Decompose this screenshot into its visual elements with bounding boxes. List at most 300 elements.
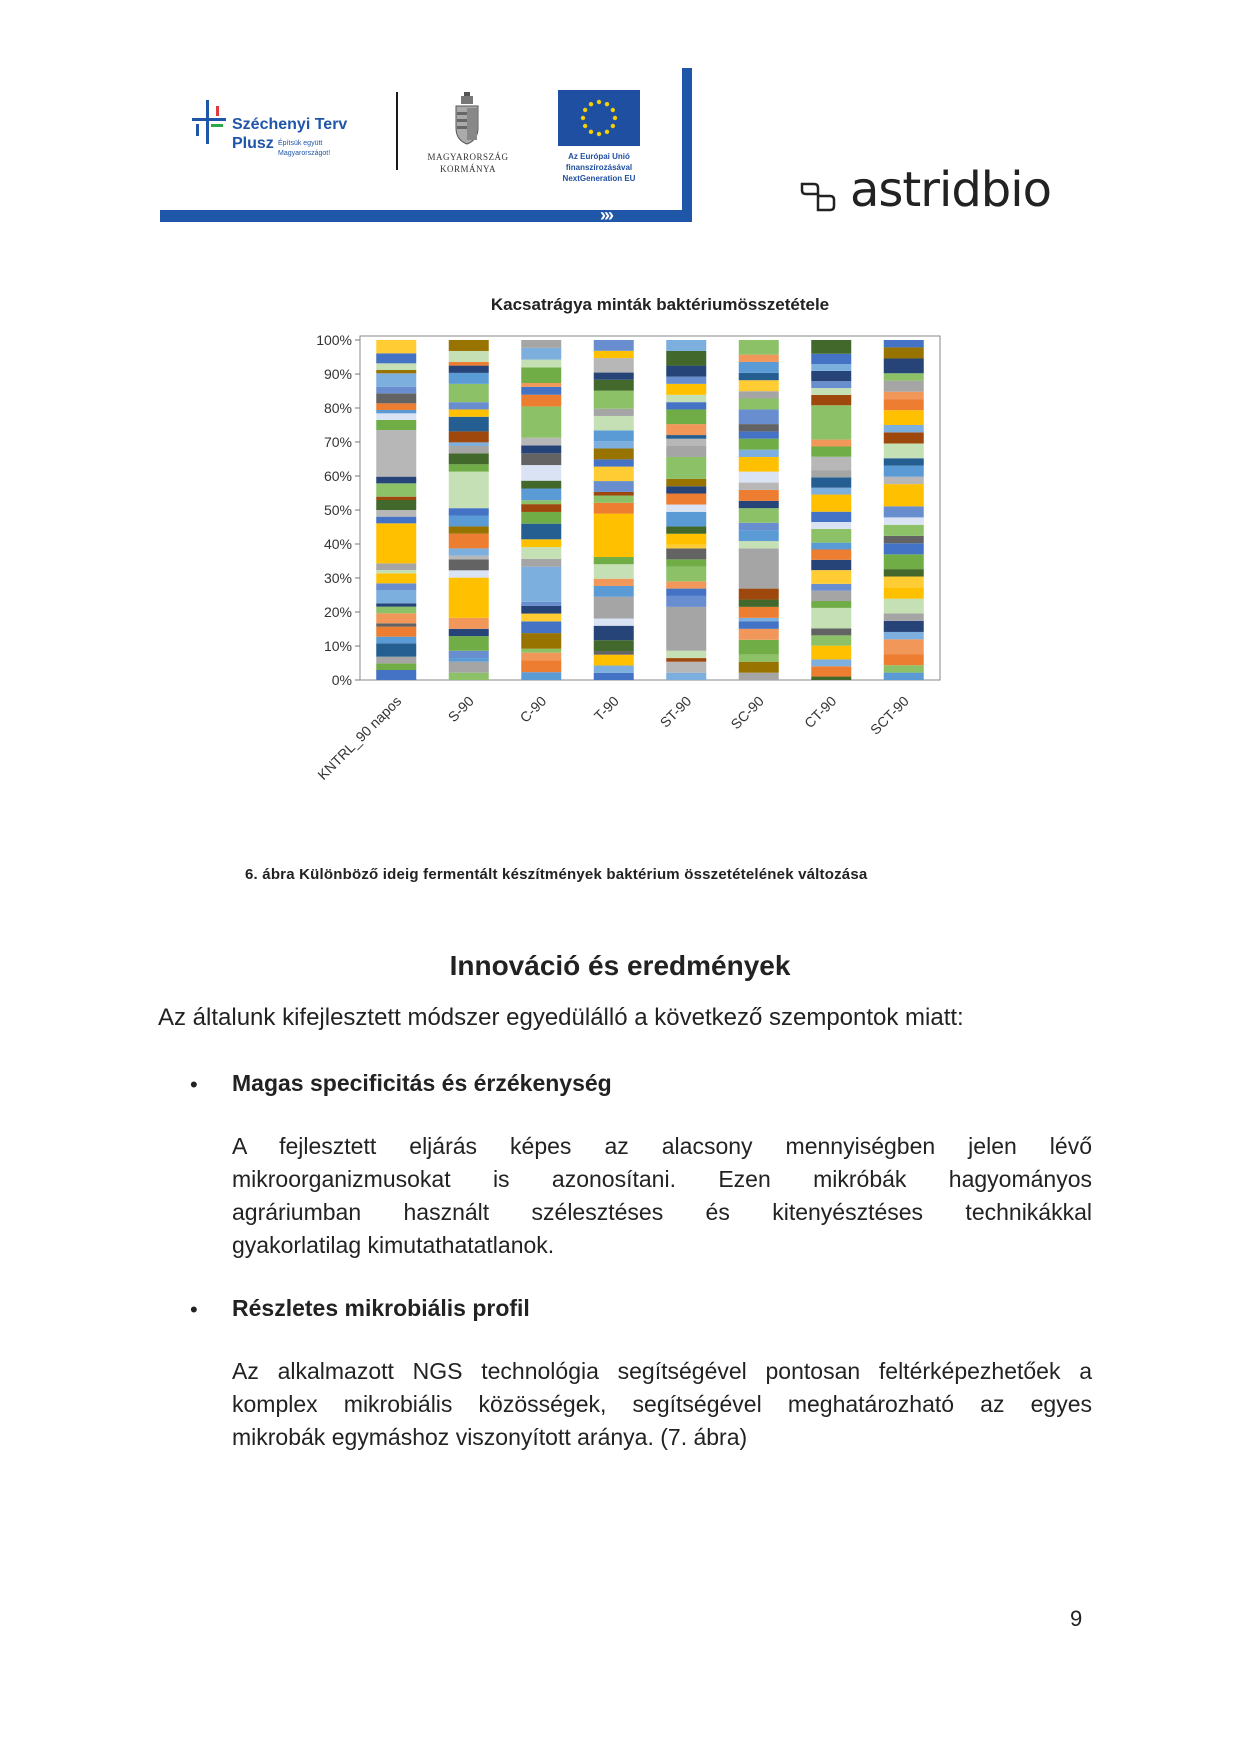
bar-segment [739,629,779,640]
bar-segment [884,543,924,554]
bar-segment [884,358,924,373]
bar-segment [811,646,851,660]
bar-segment [666,479,706,486]
bar-segment [449,508,489,515]
hungarian-coat-of-arms-icon [452,92,482,146]
bar-segment [811,659,851,666]
government-line-1: MAGYARORSZÁG [427,152,509,162]
bar-segment [449,636,489,651]
bar-segment [521,406,561,437]
bar-segment [521,672,561,680]
y-tick-label: 60% [323,468,352,484]
bar-segment [666,439,706,446]
bar-segment [666,512,706,527]
paragraph-line: gyakorlatilag kimutathatatlanok. [232,1232,555,1258]
eu-star [605,102,609,106]
section-intro: Az általunk kifejlesztett módszer egyedülálló a következő szempontok miatt: [158,1004,964,1031]
bar-segment [666,424,706,435]
bar-segment [521,559,561,567]
chevrons-icon: ››› [600,205,612,225]
y-tick-label: 40% [323,536,352,552]
bar-segment [594,430,634,441]
bar-segment [666,589,706,596]
bar-segment [594,640,634,651]
eu-star [597,100,601,104]
government-line-2: KORMÁNYA [439,164,496,174]
bar-segment [376,510,416,517]
eu-funding-line-2: finanszírozásával [565,163,633,172]
bar-segment [521,395,561,407]
bullet-marker: • [190,1297,198,1322]
x-tick-label: KNTRL_90 napos [314,692,405,783]
bar-segment [376,583,416,590]
paragraph-line: mikroorganizmusokat is azonosítani. Ezen mikróbák hagyományos [232,1166,1092,1192]
bar-segment [594,597,634,619]
bar-segment [376,497,416,500]
section-heading: Innováció és eredmények [449,950,791,981]
bar-segment [594,358,634,372]
bar-segment [811,584,851,591]
bar-segment [449,556,489,560]
bar-segment [811,340,851,354]
bar-segment [376,477,416,484]
y-tick-label: 30% [323,570,352,586]
bar-segment [521,606,561,614]
bar-segment [811,364,851,371]
bar-segment [884,569,924,576]
bar-segment [811,488,851,495]
szechenyi-plus: Plusz [232,135,274,152]
bar-segment [376,657,416,664]
bar-segment [376,573,416,583]
eu-funding-line-1: Az Európai Unió [568,152,630,161]
bar-segment [594,496,634,503]
bar-segment [811,381,851,388]
bar-segment [594,340,634,351]
bar-segment [376,637,416,644]
bar-segment [594,481,634,492]
bar-segment [884,673,924,680]
bar-segment [739,362,779,373]
szechenyi-title: Széchenyi Terv [232,116,348,133]
bar-segment [521,567,561,602]
bar-segment [884,588,924,599]
bar-segment [811,354,851,364]
bar-segment [666,486,706,493]
bar-segment [811,371,851,381]
bar-segment [594,666,634,673]
chart-title: Kacsatrágya minták baktériumösszetétele [490,295,830,314]
bar-segment [594,651,634,655]
bar-segment [666,534,706,545]
bar-segment [811,529,851,543]
bar-segment [594,557,634,564]
eu-star [589,102,593,106]
bar-segment [521,547,561,559]
bar-segment [739,457,779,472]
bar-segment [521,446,561,454]
bar-segment [376,363,416,370]
bar-segment [884,554,924,569]
bar-segment [666,548,706,559]
bar-segment [521,660,561,672]
bar-segment [884,347,924,358]
bar-segment [884,665,924,672]
bar-segment [376,523,416,563]
x-tick-label: SCT-90 [866,692,912,738]
bar-segment [594,626,634,640]
x-tick-label: T-90 [590,692,622,724]
bar-segment [666,384,706,395]
bar-segment [521,649,561,653]
x-tick-label: CT-90 [801,692,840,732]
bar-segment [376,623,416,626]
paragraph-line: mikrobák egymáshoz viszonyított aránya. (7. ábra) [232,1424,748,1450]
bar-segment [449,673,489,680]
bar-segment [739,424,779,431]
bar-segment [521,504,561,512]
astridbio-wordmark: astridbio [850,162,1051,218]
bar-segment [594,391,634,409]
bar-segment [449,662,489,673]
bar-segment [666,567,706,582]
bar-segment [884,381,924,392]
bar-segment [666,596,706,607]
bar-segment [376,413,416,420]
bar-segment [811,608,851,629]
bar-segment [739,541,779,548]
bar-segment [884,392,924,399]
bar-segment [666,402,706,409]
eu-star [583,108,587,112]
bar-segment [594,409,634,416]
bar-segment [811,601,851,608]
bar-segment [811,446,851,456]
y-tick-label: 80% [323,400,352,416]
y-tick-label: 90% [323,366,352,382]
bar-segment [739,673,779,680]
bar-segment [594,503,634,514]
bar-segment [884,432,924,443]
bar-segment [666,581,706,588]
bar-segment [376,403,416,410]
bar-segment [521,465,561,481]
bar-segment [521,621,561,633]
bar-segment [884,525,924,536]
bar-segment [884,373,924,380]
bar-segment [376,627,416,637]
bar-segment [376,670,416,680]
bar-segment [594,449,634,460]
bar-segment [376,613,416,623]
header-divider [396,92,398,170]
bar-segment [884,632,924,639]
bar-segment [666,435,706,439]
paragraph-line: agráriumban használt szélesztéses és kitenyésztéses technikákkal [232,1199,1092,1225]
bar-segment [739,548,779,588]
bar-segment [811,543,851,550]
bar-segment [449,526,489,533]
bar-segment [594,380,634,391]
bar-segment [521,360,561,368]
bar-segment [376,420,416,430]
bar-segment [666,351,706,366]
bar-segment [521,340,561,348]
bar-segment [376,393,416,403]
bar-segment [449,570,489,577]
bar-segment [811,512,851,522]
bar-segment [739,530,779,541]
bar-segment [594,441,634,448]
eu-star [611,124,615,128]
paragraph-line: komplex mikrobiális közösségek, segítségével meghatározható az egyes [232,1391,1092,1417]
bar-segment [449,548,489,555]
bar-segment [884,639,924,654]
bar-segment [449,464,489,471]
bar-segment [884,484,924,506]
bar-segment [449,559,489,570]
bar-segment [666,340,706,351]
bar-segment [884,654,924,665]
bar-segment [884,477,924,484]
bar-segment [811,457,851,471]
bar-segment [521,383,561,387]
bar-segment [884,599,924,614]
y-tick-label: 20% [323,604,352,620]
eu-flag-icon [558,90,640,146]
bar-segment [739,398,779,409]
bar-segment [449,578,489,611]
bar-segment [884,577,924,588]
astridbio-logo-mark-icon [798,180,838,220]
bar-segment [739,589,779,600]
bacterial-composition-chart [300,280,960,840]
bar-segment [376,370,416,373]
bar-segment [811,495,851,512]
bar-segment [739,355,779,362]
bar-segment [739,654,779,661]
bar-segment [739,439,779,450]
bar-segment [884,399,924,410]
bar-segment [739,409,779,424]
bar-segment [521,614,561,622]
bar-segment [449,384,489,402]
bar-segment [739,450,779,457]
bar-segment [594,514,634,557]
bar-segment [521,481,561,489]
bar-segment [449,534,489,549]
bar-segment [376,387,416,394]
y-tick-label: 100% [316,332,352,348]
bar-segment [811,395,851,405]
bar-segment [376,430,416,477]
bar-segment [884,506,924,517]
bar-segment [449,651,489,658]
plot-area [360,336,940,680]
eu-star [605,130,609,134]
bar-segment [739,640,779,655]
bar-segment [521,387,561,395]
bar-segment [739,501,779,508]
bar-segment [376,570,416,573]
bar-segment [884,621,924,632]
bar-segment [811,522,851,529]
bar-segment [594,586,634,597]
bar-segment [811,677,851,680]
bar-segment [594,492,634,496]
y-tick-label: 0% [331,672,352,688]
bar-segment [666,526,706,533]
bar-segment [521,367,561,383]
bar-segment [376,517,416,524]
bar-segment [739,618,779,622]
bar-segment [884,466,924,477]
bar-segment [376,663,416,670]
bar-segment [884,458,924,465]
bar-segment [521,453,561,465]
bar-segment [811,471,851,478]
bar-segment [884,425,924,432]
bar-segment [521,653,561,661]
bar-segment [521,348,561,360]
paragraph-line: A fejlesztett eljárás képes az alacsony mennyiségben jelen lévő [232,1133,1092,1159]
bar-segment [449,417,489,432]
bar-segment [594,564,634,578]
x-tick-label: SC-90 [727,692,767,733]
bar-segment [449,453,489,464]
bar-segment [376,483,416,496]
bar-segment [449,366,489,373]
bar-segment [594,416,634,430]
bar-segment [376,643,416,656]
bar-segment [521,539,561,547]
bar-segment [811,477,851,487]
bar-segment [376,563,416,570]
eu-funding-line-3: NextGeneration EU [562,174,636,183]
bar-segment [666,545,706,549]
bar-segment [376,500,416,510]
y-tick-label: 10% [323,638,352,654]
bar-segment [666,446,706,457]
bar-segment [449,446,489,453]
bar-segment [449,658,489,662]
bar-segment [666,395,706,402]
bar-segment [376,373,416,386]
szechenyi-tagline-2: Magyarországot! [278,150,331,157]
paragraph-specificity [232,1130,1092,1262]
eu-star [597,132,601,136]
x-tick-label: C-90 [516,692,550,726]
bar-segment [739,472,779,483]
bar-segment [449,629,489,636]
bar-segment [739,523,779,530]
bar-segment [666,658,706,662]
bar-segment [666,673,706,680]
bar-segment [449,431,489,442]
bar-segment [594,579,634,586]
bar-segment [884,443,924,458]
bar-segment [739,340,779,355]
paragraph-line: Az alkalmazott NGS technológia segítségével pontosan feltérképezhetőek a [232,1358,1092,1384]
bar-segment [811,635,851,645]
bar-segment [739,483,779,490]
eu-star [611,108,615,112]
x-tick-label: S-90 [444,692,477,726]
eu-star [583,124,587,128]
bar-segment [811,570,851,584]
bar-segment [449,409,489,416]
bar-segment [666,457,706,479]
bar-segment [666,607,706,651]
bar-segment [376,340,416,353]
eu-star [589,130,593,134]
bar-segment [811,591,851,601]
bar-segment [376,410,416,413]
bar-segment [666,377,706,384]
bar-segment [811,388,851,395]
bar-segment [376,607,416,614]
eu-star [581,116,585,120]
bar-segment [449,402,489,409]
bar-segment [739,431,779,438]
bar-segment [666,559,706,566]
bar-segment [376,603,416,606]
bar-segment [376,353,416,363]
bar-segment [521,438,561,446]
header-vertical-bar [682,68,692,222]
bar-segment [739,662,779,673]
bar-segment [884,517,924,524]
bar-segment [449,618,489,629]
bar-segment [521,524,561,540]
bar-segment [739,380,779,391]
bar-segment [594,655,634,666]
bullet-marker: • [190,1072,198,1097]
bar-segment [594,459,634,466]
bar-segment [811,405,851,439]
x-tick-label: ST-90 [656,692,695,731]
bar-segment [594,619,634,626]
bar-segment [594,467,634,481]
bar-segment [449,442,489,446]
bar-segment [449,362,489,366]
bar-segment [739,373,779,380]
bar-segment [449,472,489,509]
bullet-title-specificity: Magas specificitás és érzékenység [232,1070,612,1096]
bar-segment [666,366,706,377]
eu-star [613,116,617,120]
bar-segment [521,489,561,501]
bar-segment [594,351,634,358]
bar-segment [594,673,634,680]
bar-segment [521,500,561,504]
y-tick-label: 70% [323,434,352,450]
bullet-title-profile: Részletes mikrobiális profil [232,1295,530,1321]
bar-segment [449,373,489,384]
bar-segment [811,628,851,635]
bar-segment [449,340,489,351]
figure-caption: 6. ábra Különböző ideig fermentált készítmények baktérium összetételének változása [245,866,868,883]
bar-segment [811,666,851,676]
bar-segment [739,391,779,398]
bar-segment [884,536,924,543]
bar-segment [739,600,779,607]
bar-segment [739,607,779,618]
bar-segment [449,351,489,362]
bar-segment [739,622,779,629]
bar-segment [666,651,706,658]
y-tick-label: 50% [323,502,352,518]
